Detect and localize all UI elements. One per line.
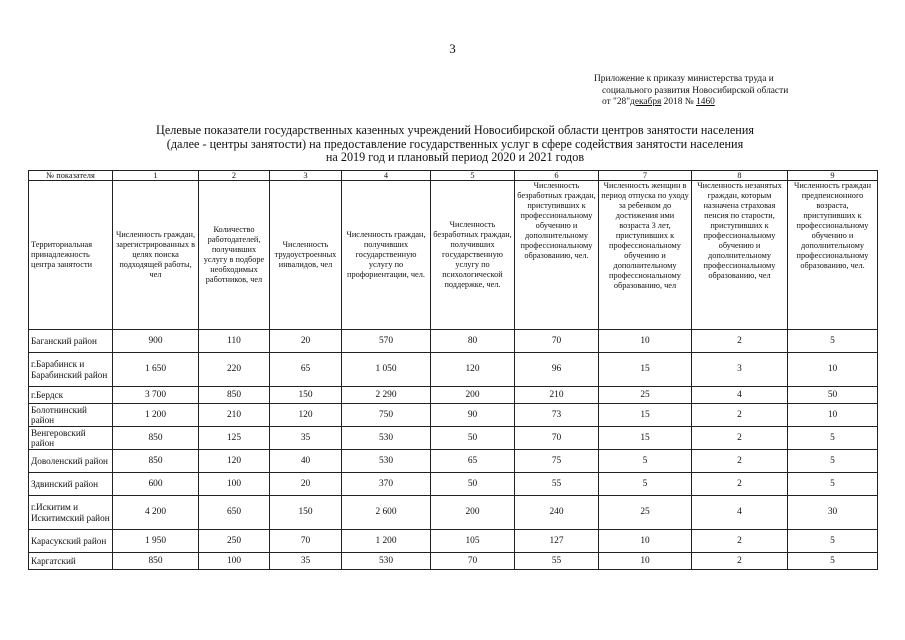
indicator-value: 600 <box>113 473 199 496</box>
indicator-value: 40 <box>270 450 342 473</box>
district-name: Болотнинский район <box>29 404 113 427</box>
column-header: Количество работодателей, получивших услугу в подборе необходимых работников, чел <box>199 181 270 330</box>
indicator-value: 120 <box>431 353 515 387</box>
indicator-value: 2 290 <box>342 387 431 404</box>
district-name: Карасукский район <box>29 530 113 553</box>
indicator-value: 530 <box>342 427 431 450</box>
indicator-value: 3 <box>692 353 788 387</box>
indicator-value: 73 <box>515 404 599 427</box>
indicator-value: 200 <box>431 387 515 404</box>
indicator-value: 70 <box>431 553 515 570</box>
indicator-value: 850 <box>113 427 199 450</box>
indicator-value: 220 <box>199 353 270 387</box>
appendix-date-prefix: от "28" <box>602 97 631 107</box>
indicator-value: 10 <box>599 553 692 570</box>
indicator-value: 150 <box>270 387 342 404</box>
appendix-line-2: социального развития Новосибирской области <box>602 85 789 96</box>
indicator-value: 1 050 <box>342 353 431 387</box>
indicator-value: 120 <box>199 450 270 473</box>
indicator-value: 5 <box>788 427 878 450</box>
indicator-value: 2 <box>692 530 788 553</box>
district-name: Доволенский район <box>29 450 113 473</box>
table-row <box>29 387 878 404</box>
indicator-value: 80 <box>431 330 515 353</box>
indicator-number: 5 <box>431 171 515 181</box>
indicator-value: 1 650 <box>113 353 199 387</box>
indicator-value: 3 700 <box>113 387 199 404</box>
column-header: Численность безработных граждан, приступивших к профессиональному обучению и дополнительному профессиональному образованию, чел. <box>515 181 599 330</box>
indicator-value: 70 <box>515 427 599 450</box>
table-row <box>29 353 878 387</box>
indicator-value: 530 <box>342 553 431 570</box>
appendix-order-number: 1460 <box>696 97 715 107</box>
indicator-value: 20 <box>270 473 342 496</box>
indicator-value: 900 <box>113 330 199 353</box>
indicator-value: 25 <box>599 387 692 404</box>
indicator-number: 8 <box>692 171 788 181</box>
table-row <box>29 330 878 353</box>
indicator-value: 75 <box>515 450 599 473</box>
table-row <box>29 450 878 473</box>
indicator-value: 10 <box>788 353 878 387</box>
indicator-value: 1 950 <box>113 530 199 553</box>
indicator-value: 5 <box>788 473 878 496</box>
column-header: Численность трудоустроенных инвалидов, чел <box>270 181 342 330</box>
indicator-number: 4 <box>342 171 431 181</box>
district-name: Здвинский район <box>29 473 113 496</box>
indicator-value: 120 <box>270 404 342 427</box>
indicator-value: 125 <box>199 427 270 450</box>
district-name: г.Барабинск и Барабинский район <box>29 353 113 387</box>
indicator-value: 850 <box>199 387 270 404</box>
indicator-value: 2 <box>692 450 788 473</box>
indicator-number: 3 <box>270 171 342 181</box>
indicator-value: 5 <box>788 330 878 353</box>
document-title <box>30 124 880 165</box>
indicator-value: 1 200 <box>113 404 199 427</box>
indicator-value: 100 <box>199 473 270 496</box>
indicator-value: 1 200 <box>342 530 431 553</box>
indicator-value: 50 <box>431 427 515 450</box>
appendix-month: декабря <box>630 97 662 107</box>
indicator-value: 250 <box>199 530 270 553</box>
indicator-value: 240 <box>515 496 599 530</box>
table-row <box>29 473 878 496</box>
indicator-value: 150 <box>270 496 342 530</box>
title-line-3: на 2019 год и плановый период 2020 и 2021 годов <box>325 150 585 164</box>
indicator-value: 370 <box>342 473 431 496</box>
district-name: г.Искитим и Искитимский район <box>29 496 113 530</box>
indicator-value: 10 <box>599 330 692 353</box>
indicator-value: 5 <box>788 530 878 553</box>
indicator-value: 5 <box>788 553 878 570</box>
indicator-value: 570 <box>342 330 431 353</box>
indicator-number: 9 <box>788 171 878 181</box>
table-row <box>29 553 878 570</box>
indicator-number-label: № показателя <box>29 171 113 181</box>
indicator-number: 2 <box>199 171 270 181</box>
indicator-value: 650 <box>199 496 270 530</box>
indicator-value: 15 <box>599 404 692 427</box>
district-name: Каргатский <box>29 553 113 570</box>
indicator-value: 35 <box>270 427 342 450</box>
indicator-value: 110 <box>199 330 270 353</box>
indicator-value: 2 <box>692 553 788 570</box>
table-row <box>29 496 878 530</box>
appendix-note <box>594 74 788 109</box>
indicator-value: 850 <box>113 553 199 570</box>
header-row <box>29 181 878 330</box>
column-header: Численность безработных граждан, получивших государственную услугу по психологической поддержке, чел. <box>431 181 515 330</box>
column-header: Численность граждан, получивших государственную услугу по профориентации, чел. <box>342 181 431 330</box>
indicator-value: 2 <box>692 427 788 450</box>
indicator-number-row <box>29 171 878 181</box>
indicator-number: 1 <box>113 171 199 181</box>
indicator-value: 100 <box>199 553 270 570</box>
indicator-value: 2 <box>692 330 788 353</box>
indicator-value: 65 <box>270 353 342 387</box>
title-line-1: Целевые показатели государственных казенных учреждений Новосибирской области центров занятости населения <box>156 123 754 137</box>
indicator-value: 4 <box>692 387 788 404</box>
appendix-line-1: Приложение к приказу министерства труда и <box>594 74 774 84</box>
column-header: Численность женщин в период отпуска по уходу за ребенком до достижения ими возраста 3 лет, приступивших к профессиональному обучению и дополнительному профессиональному образованию, чел <box>599 181 692 330</box>
table-row <box>29 530 878 553</box>
indicator-value: 850 <box>113 450 199 473</box>
appendix-year: 2018 № <box>661 97 697 107</box>
indicator-value: 35 <box>270 553 342 570</box>
indicator-value: 5 <box>599 473 692 496</box>
indicator-value: 4 <box>692 496 788 530</box>
indicator-number: 7 <box>599 171 692 181</box>
column-header: Численность граждан предпенсионного возраста, приступивших к профессиональному обучению и дополнительному профессиональному образованию, чел. <box>788 181 878 330</box>
table-row <box>29 427 878 450</box>
indicator-value: 90 <box>431 404 515 427</box>
indicator-value: 750 <box>342 404 431 427</box>
indicator-value: 25 <box>599 496 692 530</box>
indicator-value: 10 <box>788 404 878 427</box>
column-header: Численность незанятых граждан, которым назначена страховая пенсия по старости, приступивших к профессиональному обучению и дополнительному профессиональному образованию, чел <box>692 181 788 330</box>
indicator-value: 210 <box>515 387 599 404</box>
indicator-value: 70 <box>270 530 342 553</box>
indicator-value: 10 <box>599 530 692 553</box>
indicator-value: 50 <box>788 387 878 404</box>
indicator-value: 55 <box>515 473 599 496</box>
district-name: г.Бердск <box>29 387 113 404</box>
indicator-value: 50 <box>431 473 515 496</box>
district-name: Венгеровский район <box>29 427 113 450</box>
indicator-value: 20 <box>270 330 342 353</box>
indicator-value: 2 <box>692 404 788 427</box>
indicator-value: 5 <box>788 450 878 473</box>
indicator-value: 70 <box>515 330 599 353</box>
indicator-value: 5 <box>599 450 692 473</box>
indicator-value: 30 <box>788 496 878 530</box>
title-line-2: (далее - центры занятости) на предоставление государственных услуг в сфере содействия занятости населения <box>166 136 744 151</box>
indicator-number: 6 <box>515 171 599 181</box>
indicator-value: 2 600 <box>342 496 431 530</box>
indicator-value: 2 <box>692 473 788 496</box>
indicator-value: 15 <box>599 353 692 387</box>
indicator-value: 65 <box>431 450 515 473</box>
table-row <box>29 404 878 427</box>
indicator-value: 55 <box>515 553 599 570</box>
indicator-value: 96 <box>515 353 599 387</box>
indicators-table <box>28 170 878 570</box>
appendix-line-3 <box>594 97 788 109</box>
indicator-value: 15 <box>599 427 692 450</box>
indicator-value: 530 <box>342 450 431 473</box>
indicator-value: 127 <box>515 530 599 553</box>
indicator-value: 105 <box>431 530 515 553</box>
table-body <box>29 330 878 570</box>
indicator-value: 210 <box>199 404 270 427</box>
indicator-value: 200 <box>431 496 515 530</box>
district-name: Баганский район <box>29 330 113 353</box>
page-number: 3 <box>449 41 456 56</box>
indicator-value: 4 200 <box>113 496 199 530</box>
column-header: Территориальная принадлежность центра занятости <box>29 181 113 330</box>
column-header: Численность граждан, зарегистрированных в целях поиска подходящей работы, чел <box>113 181 199 330</box>
